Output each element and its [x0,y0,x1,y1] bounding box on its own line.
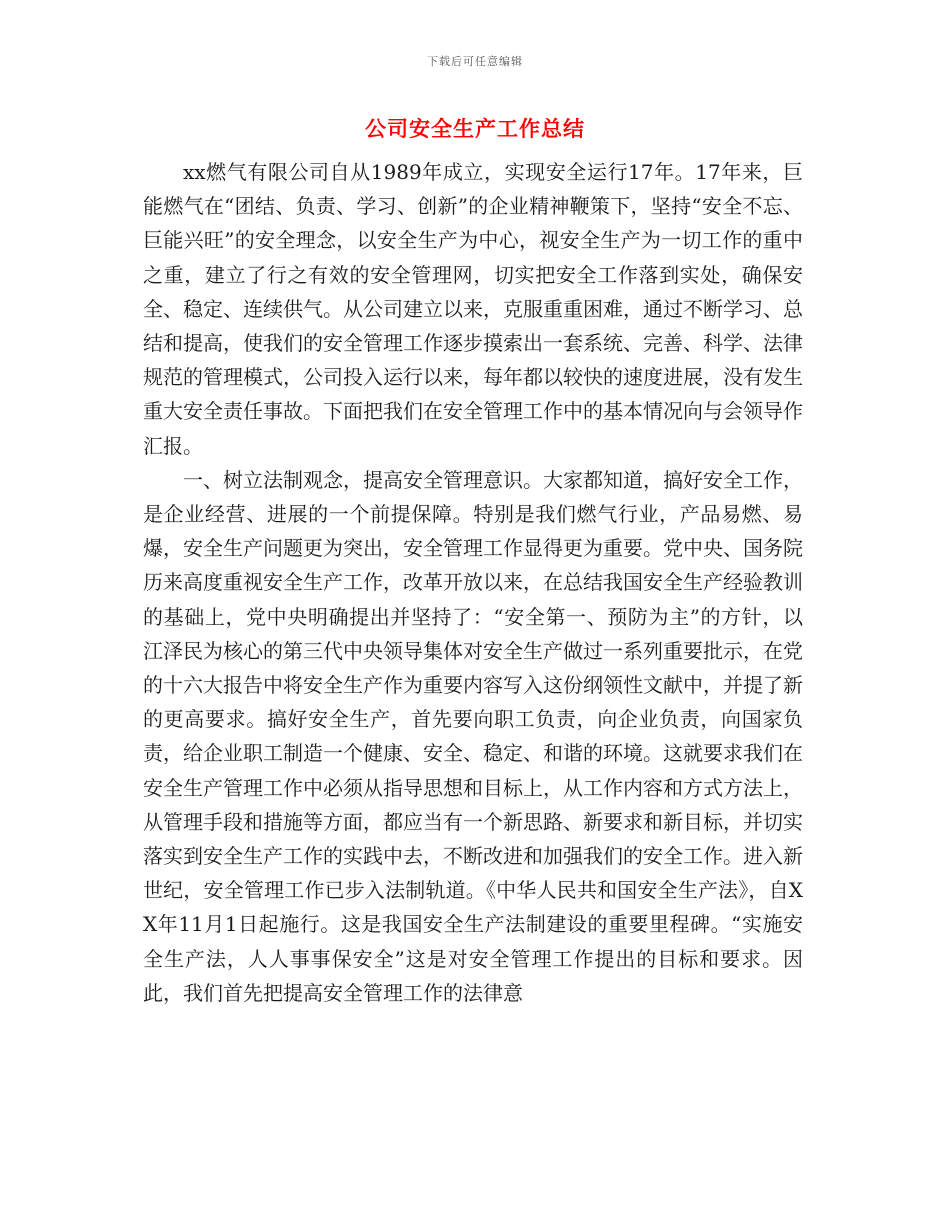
page-header-note: 下载后可任意编辑 [427,55,523,68]
body-paragraph-section-1: 一、树立法制观念，提高安全管理意识。大家都知道，搞好安全工作，是企业经营、进展的一个前提保障。特别是我们燃气行业，产品易燃、易爆，安全生产问题更为突出，安全管理工作显得更为重要。党中央、国务院历来高度重视安全生产工作，改革开放以来，在总结我国安全生产经验教训的基础上，党中央明确提出并坚持了：“安全第一、预防为主”的方针，以江泽民为核心的第三代中央领导集体对安全生产做过一系列重要批示，在党的十六大报告中将安全生产作为重要内容写入这份纲领性文献中，并提了新的更高要求。搞好安全生产，首先要向职工负责，向企业负责，向国家负责，给企业职工制造一个健康、安全、稳定、和谐的环境。这就要求我们在安全生产管理工作中必须从指导思想和目标上，从工作内容和方式方法上，从管理手段和措施等方面，都应当有一个新思路、新要求和新目标，并切实落实到安全生产工作的实践中去，不断改进和加强我们的安全工作。进入新世纪，安全管理工作已步入法制轨道。《中华人民共和国安全生产法》，自XX年11月1日起施行。这是我国安全生产法制建设的重要里程碑。“实施安全生产法，人人事事保安全”这是对安全管理工作提出的目标和要求。因此，我们首先把提高安全管理工作的法律意 [143,467,803,1005]
document-body [143,155,803,1010]
body-paragraph-intro: xx燃气有限公司自从1989年成立，实现安全运行17年。17年来，巨能燃气在“团结、负责、学习、创新”的企业精神鞭策下，坚持“安全不忘、巨能兴旺”的安全理念，以安全生产为中心，视安全生产为一切工作的重中之重，建立了行之有效的安全管理网，切实把安全工作落到实处，确保安全、稳定、连续供气。从公司建立以来，克服重重困难，通过不断学习、总结和提高，使我们的安全管理工作逐步摸索出一套系统、完善、科学、法律规范的管理模式，公司投入运行以来，每年都以较快的速度进展，没有发生重大安全责任事故。下面把我们在安全管理工作中的基本情况向与会领导作汇报。 [143,160,803,458]
document-title: 公司安全生产工作总结 [365,116,585,141]
